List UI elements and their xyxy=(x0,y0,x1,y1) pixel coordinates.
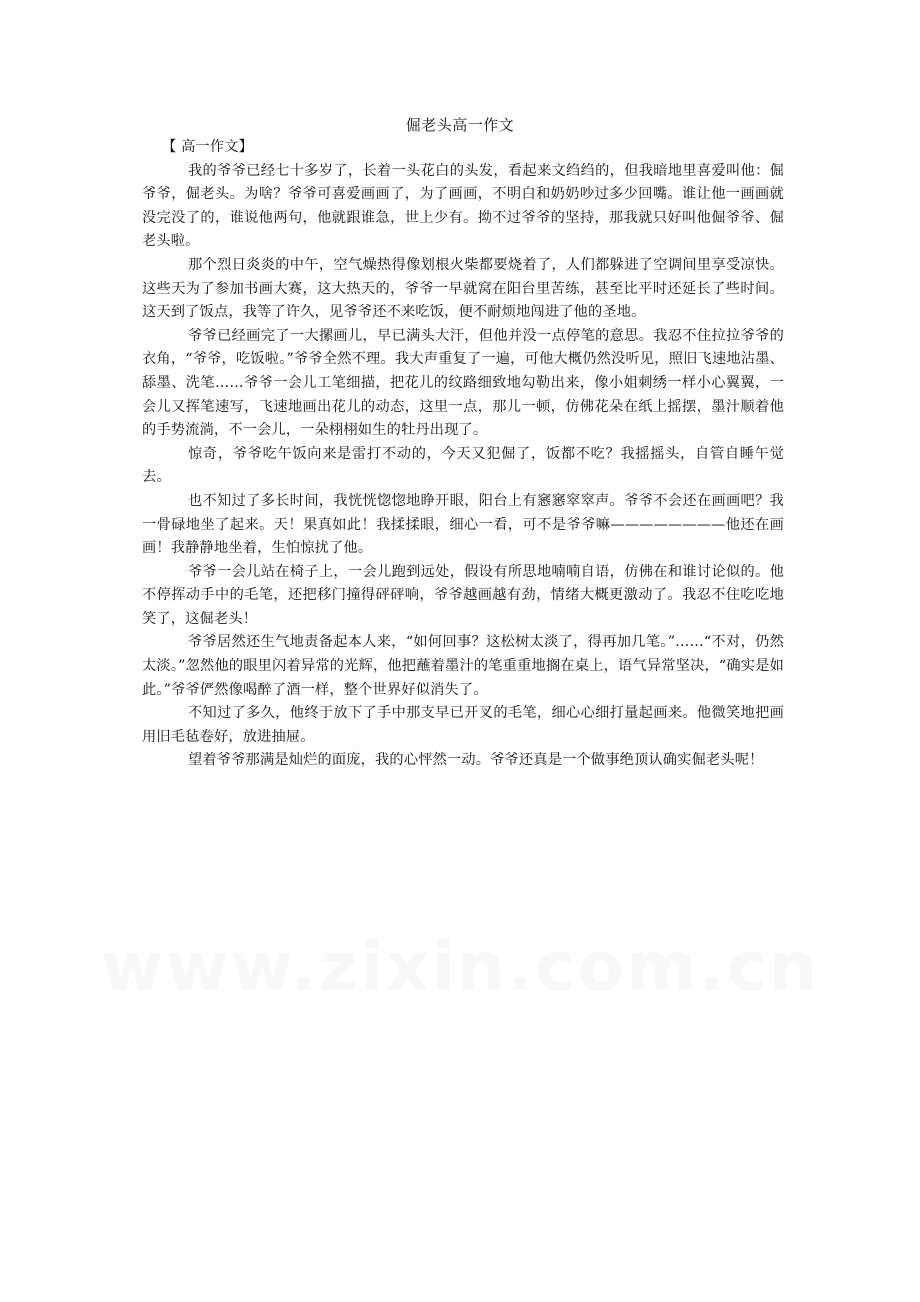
paragraph-3: 爷爷已经画完了一大摞画儿，早已满头大汗，但他并没一点停笔的意思。我忍不住拉拉爷爷的衣角，“爷爷，吃饭啦。”爷爷全然不理。我大声重复了一遍，可他大概仍然没听见，照旧飞速地沾墨、舔墨、洗笔……爷爷一会儿工笔细描，把花儿的纹路细致地勾勒出来，像小姐刺绣一样小心翼翼，一会儿又挥笔速写，飞速地画出花儿的动态，这里一点，那儿一顿，仿佛花朵在纸上摇摆，墨汁顺着他的手势流淌，不一会儿，一朵栩栩如生的牡丹出现了。 xyxy=(142,327,784,439)
paragraph-2: 那个烈日炎炎的中午，空气燥热得像划根火柴都要烧着了，人们都躲进了空调间里享受凉快。这些天为了参加书画大赛，这大热天的，爷爷一早就窝在阳台里苦练，甚至比平时还延长了些时间。这天到了饭点，我等了许久，见爷爷还不来吃饭，便不耐烦地闯进了他的圣地。 xyxy=(142,256,784,321)
paragraph-1: 我的爷爷已经七十多岁了，长着一头花白的头发，看起来文绉绉的，但我暗地里喜爱叫他：倔爷爷，倔老头。为啥？爷爷可喜爱画画了，为了画画，不明白和奶奶吵过多少回嘴。谁让他一画画就没完没了的，谁说他两句，他就跟谁急，世上少有。拗不过爷爷的坚持，那我就只好叫他倔爷爷、倔老头啦。 xyxy=(142,162,784,250)
paragraph-4: 惊奇，爷爷吃午饭向来是雷打不动的，今天又犯倔了，饭都不吃？我摇摇头，自管自睡午觉去。 xyxy=(142,445,784,486)
watermark: www.zixin.com.cn xyxy=(100,928,820,1007)
paragraph-8: 不知过了多久，他终于放下了手中那支早已开叉的毛笔，细心心细打量起画来。他微笑地把画用旧毛毡卷好，放进抽屉。 xyxy=(142,705,784,745)
paragraph-7: 爷爷居然还生气地责备起本人来，“如何回事？这松树太淡了，得再加几笔。”……“不对，仍然太淡。”忽然他的眼里闪着异常的光辉，他把蘸着墨汁的笔重重地搁在桌上，语气异常坚决，“确实是如此。”爷爷俨然像喝醉了酒一样，整个世界好似消失了。 xyxy=(142,634,784,698)
paragraph-6: 爷爷一会儿站在椅子上，一会儿跑到远处，假设有所思地喃喃自语，仿佛在和谁讨论似的。他不停挥动手中的毛笔，还把移门撞得砰砰响，爷爷越画越有劲，情绪大概更激动了。我忍不住吃吃地笑了，这倔老头！ xyxy=(142,563,784,627)
category-tag: 【 高一作文】 xyxy=(162,139,254,155)
document-body xyxy=(142,136,784,773)
paragraph-9: 望着爷爷那满是灿烂的面庞，我的心怦然一动。爷爷还真是一个做事绝顶认确实倔老头呢！ xyxy=(188,752,764,769)
document-title: 倔老头高一作文 xyxy=(405,116,515,134)
paragraph-5: 也不知过了多长时间，我恍恍惚惚地睁开眼，阳台上有窸窸窣窣声。爷爷不会还在画画吧？我一骨碌地坐了起来。天！果真如此！我揉揉眼，细心一看，可不是爷爷嘛————————他还在画画！我静静地坐着，生怕惊扰了他。 xyxy=(142,492,784,557)
